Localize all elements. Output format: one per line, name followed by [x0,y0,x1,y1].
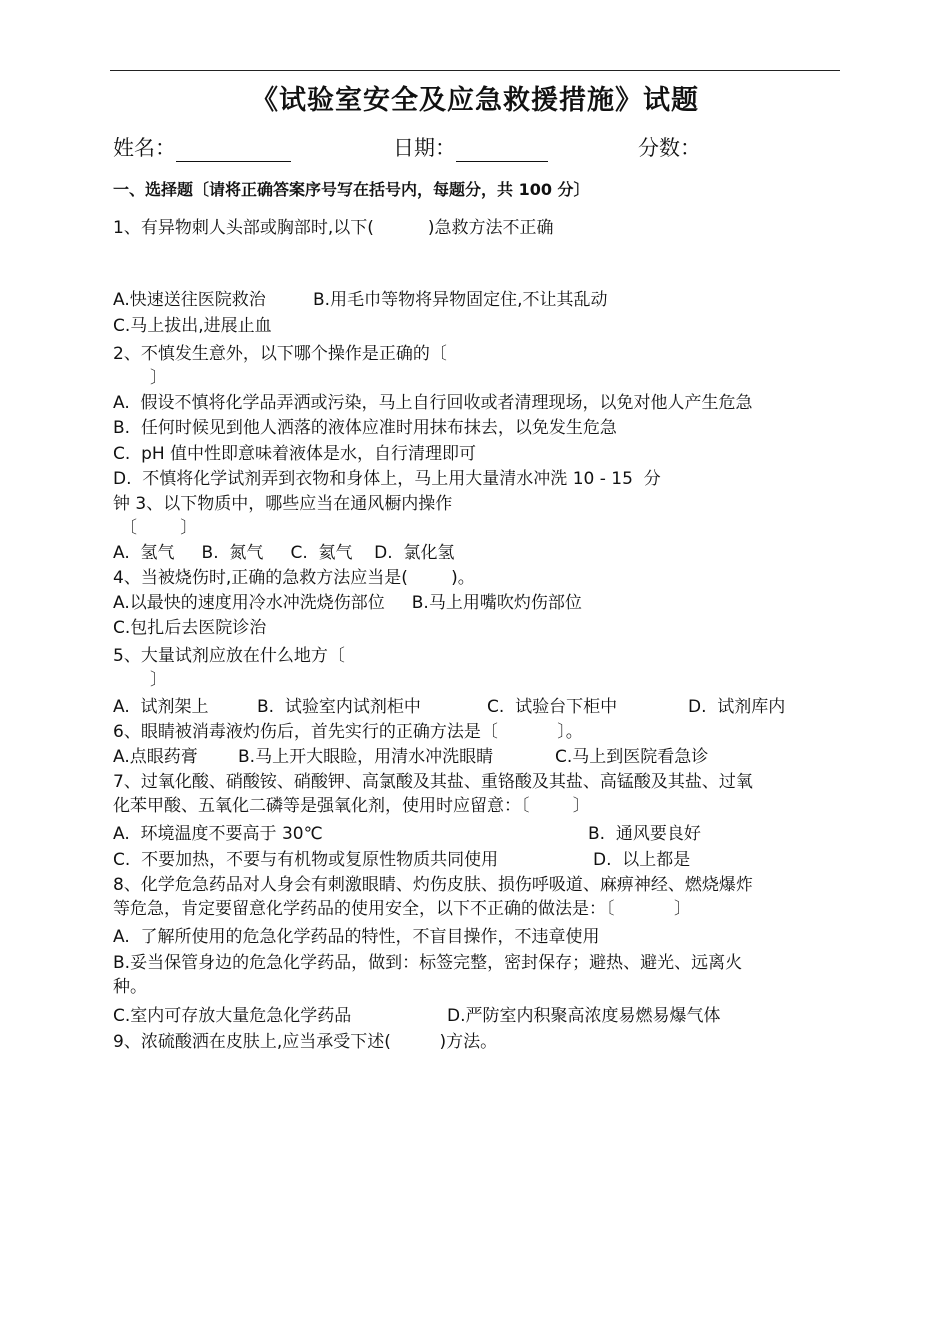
question-5: 5、大量试剂应放在什么地方〔 [113,646,345,666]
q7-option-b: B. 通风要良好 [588,824,701,844]
q8-option-d: D.严防室内积聚高浓度易燃易爆气体 [447,1006,721,1026]
section-heading: 一、选择题〔请将正确答案序号写在括号内，每题分，共 100 分〕 [113,180,590,199]
top-rule [110,70,840,71]
q1-option-c: C.马上拔出,进展止血 [113,316,272,336]
question-9: 9、浓硫酸洒在皮肤上,应当承受下述( )方法。 [113,1032,498,1052]
question-8-line-2: 等危急，肯定要留意化学药品的使用安全，以下不正确的做法是：〔 〕 [113,899,691,919]
q2-option-a: A. 假设不慎将化学品弄洒或污染，马上自行回收或者清理现场，以免对他人产生危急 [113,393,753,413]
score-field [638,132,701,162]
q2-option-b: B. 任何时候见到他人洒落的液体应准时用抹布抹去，以免发生危急 [113,418,617,438]
score-label: 分数： [638,136,701,160]
q5-bracket-close: 〕 [150,670,167,690]
date-field[interactable] [393,132,548,162]
date-blank[interactable] [456,137,548,162]
question-1: 1、有异物刺人头部或胸部时,以下( )急救方法不正确 [113,218,554,238]
page-title: 《试验室安全及应急救援措施》试题 [251,85,699,116]
q8-option-a: A. 了解所使用的危急化学药品的特性，不盲目操作，不违章使用 [113,927,600,947]
question-7-line-1: 7、过氧化酸、硝酸铵、硝酸钾、高氯酸及其盐、重铬酸及其盐、高锰酸及其盐、过氧 [113,772,753,792]
question-2: 2、不慎发生意外，以下哪个操作是正确的〔 [113,344,447,364]
q7-option-a: A. 环境温度不要高于 30℃ [113,824,323,844]
q1-option-a: A.快速送往医院救治 [113,290,266,310]
question-7-line-2: 化苯甲酸、五氧化二磷等是强氧化剂，使用时应留意：〔 〕 [113,796,590,816]
q5-option-a: A. 试剂架上 [113,697,209,717]
q7-option-c: C. 不要加热，不要与有机物或复原性物质共同使用 [113,850,499,870]
q7-option-d: D. 以上都是 [593,850,691,870]
name-blank[interactable] [176,137,291,162]
q4-options-ab: A.以最快的速度用冷水冲洗烧伤部位 B.马上用嘴吹灼伤部位 [113,593,582,613]
q4-option-c: C.包扎后去医院诊治 [113,618,267,638]
q5-option-d: D. 试剂库内 [688,697,786,717]
q2-option-c: C. pH 值中性即意味着液体是水，自行清理即可 [113,444,477,464]
q5-option-b: B. 试验室内试剂柜中 [257,697,421,717]
question-3: 钟 3、以下物质中，哪些应当在通风橱内操作 [113,494,453,514]
name-label: 姓名： [113,136,176,160]
q5-option-c: C. 试验台下柜中 [487,697,618,717]
q2-bracket-close: 〕 [150,368,167,388]
q2-option-d: D. 不慎将化学试剂弄到衣物和身体上，马上用大量清水冲洗 10 - 15 分 [113,469,661,489]
q3-options: A. 氢气 B. 氮气 C. 氦气 D. 氯化氢 [113,543,455,563]
question-6: 6、眼睛被消毒液灼伤后，首先实行的正确方法是〔 〕。 [113,722,583,742]
q1-option-b: B.用毛巾等物将异物固定住,不让其乱动 [313,290,608,310]
name-field[interactable] [113,132,291,162]
q6-option-b: B.马上开大眼睑，用清水冲洗眼睛 [238,747,494,767]
q8-option-b-line-1: B.妥当保管身边的危急化学药品，做到：标签完整，密封保存；避热、避光、远离火 [113,953,743,973]
q6-option-c: C.马上到医院看急诊 [555,747,709,767]
question-4: 4、当被烧伤时,正确的急救方法应当是( )。 [113,568,475,588]
date-label: 日期： [393,136,456,160]
q3-bracket: 〔 〕 [120,518,198,538]
q8-option-c: C.室内可存放大量危急化学药品 [113,1006,352,1026]
question-8-line-1: 8、化学危急药品对人身会有刺激眼睛、灼伤皮肤、损伤呼吸道、麻痹神经、燃烧爆炸 [113,875,753,895]
q8-option-b-line-2: 种。 [113,977,147,997]
q6-option-a: A.点眼药膏 [113,747,198,767]
